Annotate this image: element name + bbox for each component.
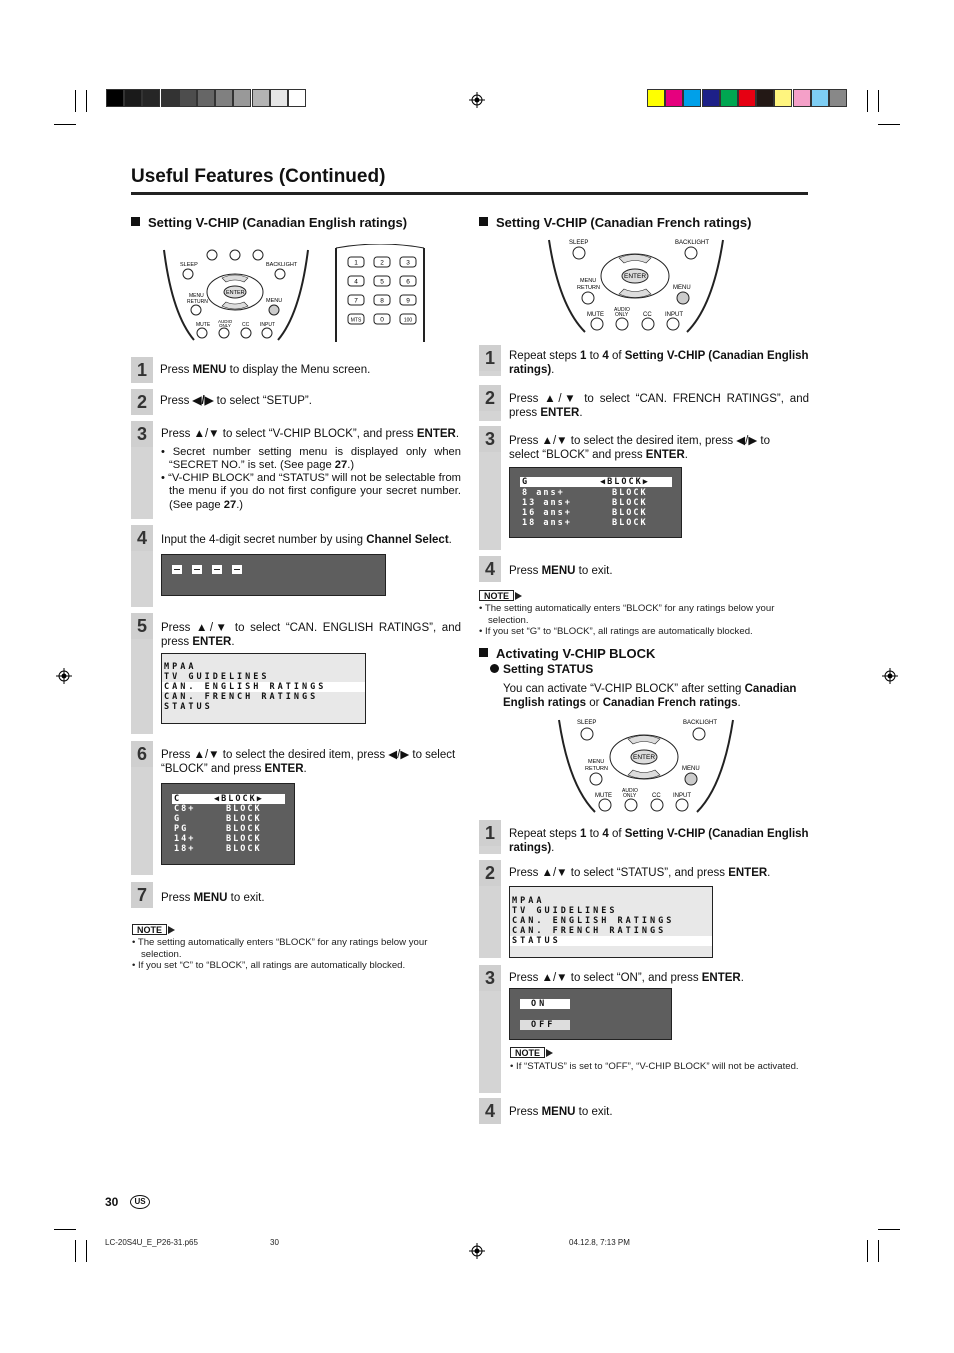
remote-mute-label: MUTE [595,793,612,799]
step-number: 2 [479,860,501,886]
color-swatch [738,89,756,107]
activate-subheading: Setting STATUS [490,662,593,676]
menu-row-can-french: CAN. FRENCH RATINGS [512,926,667,936]
step-number: 6 [131,741,153,767]
color-swatch [665,89,683,107]
step-number: 2 [479,385,501,411]
page-title: Useful Features (Continued) [131,166,386,187]
remote-sleep-label: SLEEP [569,240,589,246]
rating-label: G [174,814,182,824]
color-swatch [683,89,701,107]
footer-filename: LC-20S4U_E_P26-31.p65 [105,1238,198,1247]
remote-audio-label-2: ONLY [615,312,629,318]
gray-swatch [124,89,142,107]
remote-input-label: INPUT [260,322,275,328]
keypad-illustration [333,244,428,344]
remote-backlight-label: BACKLIGHT [683,720,718,726]
menu-row-mpaa: MPAA [512,896,545,906]
color-swatch [720,89,738,107]
step-number: 7 [131,882,153,908]
rating-value: BLOCK [226,834,262,844]
rating-header-left: C [174,794,182,804]
step-number: 3 [479,965,501,991]
remote-audio-label-1: AUDIO [614,307,630,313]
menu-row-mpaa: MPAA [164,662,197,672]
gray-swatch [179,89,197,107]
step-number: 5 [131,613,153,639]
note-text: • The setting automatically enters “BLOCK” for any ratings below your selection. • If you set “C” to “BLOCK”, all ratings are automatically blocked. [132,937,428,971]
menu-row-status: STATUS [510,936,712,946]
color-swatch [774,89,792,107]
footer-page: 30 [270,1238,279,1247]
gray-swatch [197,89,215,107]
rating-label: 16 ans+ [522,508,572,518]
digit-box [212,565,222,574]
remote-enter-label: ENTER [226,290,245,296]
note-label: NOTE [510,1047,545,1058]
keypad-key-label: 5 [380,278,384,286]
menu-screen-can-english [161,653,366,724]
remote-audio-label-1: AUDIO [218,319,233,324]
registration-mark-left [56,668,72,684]
step-text: Press MENU to display the Menu screen. [160,364,371,376]
remote-audio-label-2: ONLY [623,793,637,799]
color-swatch [756,89,774,107]
menu-screen-status [509,886,713,958]
remote-illustration-right [545,236,727,336]
step-number: 2 [131,389,153,415]
note-text: • If “STATUS” is set to “OFF”, “V-CHIP BLOCK” will not be activated. [510,1061,799,1072]
step-text: Press ▲/▼ to select the desired item, press ◀/▶ to select “BLOCK” and press ENTER. [509,435,770,461]
color-swatch [829,89,847,107]
note-label: NOTE [479,590,514,601]
rating-value: BLOCK [226,814,262,824]
remote-sleep-label: SLEEP [577,720,597,726]
remote-menu-label: MENU [266,298,283,304]
rating-value: BLOCK [226,844,262,854]
menu-row-status: STATUS [164,702,213,712]
keypad-key-label: 9 [406,297,410,305]
gray-swatch [233,89,251,107]
status-off-option: OFF [520,1020,570,1030]
color-swatch [811,89,829,107]
remote-mute-label: MUTE [196,322,211,328]
status-on-off-screen [509,988,672,1040]
step-number: 4 [479,556,501,582]
step-text: Input the 4-digit secret number by using Channel Select. [161,534,452,546]
remote-menu-label: MENU [673,285,691,291]
rating-label: 8 ans+ [522,488,565,498]
remote-menu-return-label-1: MENU [580,278,597,284]
menu-row-can-english: CAN. ENGLISH RATINGS [512,916,675,926]
remote-audio-label-2: ONLY [219,323,231,328]
rating-table-english [161,783,295,865]
step-text: Press ▲/▼ to select “CAN. FRENCH RATINGS”, and press ENTER. [509,393,809,419]
remote-enter-label: ENTER [624,273,647,280]
rating-value: BLOCK [226,804,262,814]
keypad-key-label: 8 [380,297,384,305]
step-text: Press ▲/▼ to select “CAN. ENGLISH RATINGS”, and press ENTER. [161,622,461,648]
remote-cc-label: CC [242,322,250,328]
note-label: NOTE [132,924,167,935]
remote-menu-return-label-2: RETURN [577,285,600,291]
step-number: 1 [131,357,153,383]
activate-intro: You can activate “V-CHIP BLOCK” after setting Canadian English ratings or Canadian French ratings. [503,683,797,709]
remote-input-label: INPUT [665,312,683,318]
left-section-heading: Setting V-CHIP (Canadian English ratings) [131,215,407,231]
remote-illustration-left [160,244,312,344]
remote-cc-label: CC [652,793,661,799]
note-text: • The setting automatically enters “BLOCK” for any ratings below your selection. • If you set “G” to “BLOCK”, all ratings are automatically blocked. [479,603,775,637]
step-text: Press ◀/▶ to select “SETUP”. [160,395,312,407]
remote-audio-label-1: AUDIO [622,788,638,794]
rating-value: BLOCK [612,508,648,518]
rating-table-french [509,467,682,538]
step-text: Press ▲/▼ to select “V-CHIP BLOCK”, and press ENTER. • Secret number setting menu is displayed only when “SECRET NO.” is set. (See page 27.) • “V-CHIP BLOCK” and “STATUS” will not be selectable from the menu if you do not first configure your secret number. (See page 27.) [161,428,461,511]
keypad-key-label: 0 [380,316,384,324]
step-text: Press ▲/▼ to select the desired item, press ◀/▶ to select “BLOCK” and press ENTER. [161,749,456,775]
remote-input-label: INPUT [673,793,691,799]
keypad-key-label: 2 [380,259,384,267]
remote-cc-label: CC [643,312,652,318]
gray-swatch [288,89,306,107]
step-text: Press MENU to exit. [161,892,265,904]
status-on-option: ON [520,999,570,1009]
digit-box [232,565,242,574]
keypad-key-label: 3 [406,259,410,267]
rating-value: BLOCK [612,498,648,508]
registration-mark-top [469,92,485,108]
gray-swatch [215,89,233,107]
region-badge: US [130,1195,150,1209]
step-text: Press MENU to exit. [509,1106,613,1118]
remote-sleep-label: SLEEP [180,262,198,268]
title-rule [131,192,808,195]
menu-row-can-french: CAN. FRENCH RATINGS [164,692,319,702]
keypad-key-label: MTS [350,317,362,324]
gray-swatch [161,89,179,107]
remote-backlight-label: BACKLIGHT [675,240,710,246]
keypad-key-label: 1 [354,259,358,267]
keypad-key-label: 100 [403,317,413,324]
menu-row-tv-guidelines: TV GUIDELINES [164,672,270,682]
gray-swatch [142,89,160,107]
gray-swatch [252,89,270,107]
rating-label: 13 ans+ [522,498,572,508]
step-text: Press MENU to exit. [509,565,613,577]
menu-row-can-english: CAN. ENGLISH RATINGS [162,682,365,692]
remote-menu-label: MENU [682,766,700,772]
remote-menu-return-label-1: MENU [189,293,204,299]
menu-row-tv-guidelines: TV GUIDELINES [512,906,618,916]
color-swatch [793,89,811,107]
remote-backlight-label: BACKLIGHT [266,262,298,268]
footer-date: 04.12.8, 7:13 PM [569,1238,630,1247]
remote-illustration-activate [555,716,737,816]
step-text: Press ▲/▼ to select “STATUS”, and press ENTER. [509,867,771,879]
step-number: 4 [479,1098,501,1124]
remote-menu-return-label-1: MENU [588,759,605,765]
step-number: 1 [479,820,501,846]
rating-value: BLOCK [226,824,262,834]
remote-enter-label: ENTER [633,754,656,761]
rating-label: 18 ans+ [522,518,572,528]
remote-mute-label: MUTE [587,312,604,318]
step-text: Repeat steps 1 to 4 of Setting V-CHIP (Canadian English ratings). [509,828,809,854]
rating-value: BLOCK [612,488,648,498]
activate-section-heading: Activating V-CHIP BLOCK [479,646,655,662]
registration-mark-bottom [469,1243,485,1259]
step-number: 4 [131,525,153,551]
remote-menu-return-label-2: RETURN [585,766,608,772]
secret-number-screen [161,554,386,596]
rating-header-left: G [522,477,530,487]
rating-label: C8+ [174,804,196,814]
keypad-key-label: 4 [354,278,358,286]
page-number: 30 [105,1195,119,1209]
step-number: 3 [131,421,153,447]
rating-value: BLOCK [612,518,648,528]
step-number: 1 [479,345,501,371]
color-swatch [702,89,720,107]
step-number: 3 [479,426,501,452]
keypad-key-label: 6 [406,278,410,286]
rating-header-right: ◀BLOCK▶ [600,477,650,487]
step-text: Repeat steps 1 to 4 of Setting V-CHIP (Canadian English ratings). [509,350,809,376]
digit-box [192,565,202,574]
digit-box [172,565,182,574]
keypad-key-label: 7 [354,297,358,305]
gray-swatch [106,89,124,107]
rating-label: 14+ [174,834,196,844]
rating-label: PG [174,824,189,834]
remote-menu-return-label-2: RETURN [187,299,208,305]
rating-label: 18+ [174,844,196,854]
color-swatch [647,89,665,107]
gray-swatch [270,89,288,107]
step-text: Press ▲/▼ to select “ON”, and press ENTER. [509,972,744,984]
right-section-heading: Setting V-CHIP (Canadian French ratings) [479,215,751,231]
rating-header-right: ◀BLOCK▶ [214,794,264,804]
registration-mark-right [882,668,898,684]
